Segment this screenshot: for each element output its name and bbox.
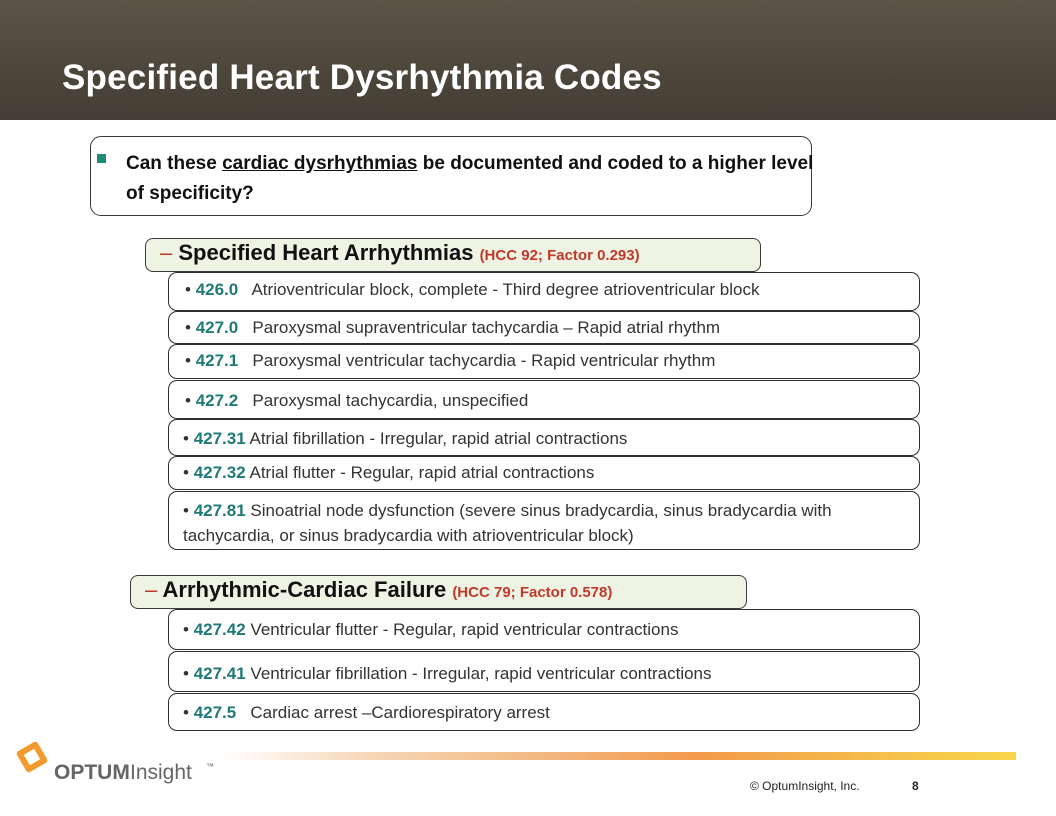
section-hcc: (HCC 92; Factor 0.293) <box>479 247 640 264</box>
code-description: Paroxysmal tachycardia, unspecified <box>252 391 529 410</box>
bullet-icon: • <box>183 429 189 448</box>
section-hcc: (HCC 79; Factor 0.578) <box>452 584 613 601</box>
question-underlined-term: cardiac dysrhythmias <box>222 153 418 174</box>
bullet-icon: • <box>185 391 191 410</box>
section-header-specified-arrhythmias <box>145 238 761 272</box>
question-text <box>126 149 816 209</box>
dash-icon: – <box>160 240 173 265</box>
copyright-text: © OptumInsight, Inc. <box>750 779 860 793</box>
logo-tm: ™ <box>206 762 214 771</box>
slide-title: Specified Heart Dysrhythmia Codes <box>62 58 662 97</box>
optuminsight-logo <box>14 737 224 789</box>
bullet-icon: • <box>183 463 189 482</box>
dash-icon: – <box>145 577 158 602</box>
title-bar <box>0 0 1056 120</box>
code-item-427-0 <box>168 311 920 344</box>
code-number: 427.41 <box>193 664 246 683</box>
optum-mark-icon <box>14 737 224 789</box>
bullet-icon: • <box>185 280 191 299</box>
code-number: 427.0 <box>195 318 239 337</box>
code-description: Ventricular fibrillation - Irregular, rapid ventricular contractions <box>250 664 712 683</box>
code-description: Cardiac arrest –Cardiorespiratory arrest <box>250 703 550 722</box>
code-number: 426.0 <box>195 280 239 299</box>
question-part-2: be documented and coded to a higher level of specificity? <box>126 153 814 204</box>
code-number: 427.81 <box>193 501 246 520</box>
code-description: Ventricular flutter - Regular, rapid ventricular contractions <box>250 620 679 639</box>
code-number: 427.2 <box>195 391 239 410</box>
code-number: 427.42 <box>193 620 246 639</box>
square-bullet-icon <box>97 154 106 163</box>
code-item-427-41 <box>168 651 920 692</box>
logo-text-light: Insight <box>130 761 192 784</box>
bullet-icon: • <box>185 318 191 337</box>
question-box <box>90 136 812 216</box>
code-description: Atrioventricular block, complete - Third degree atrioventricular block <box>251 280 760 299</box>
code-description: Sinoatrial node dysfunction (severe sinus bradycardia, sinus bradycardia with tachycardia, or sinus bradycardia with atrioventricular block) <box>183 501 832 545</box>
bullet-icon: • <box>183 501 189 520</box>
bullet-icon: • <box>185 351 191 370</box>
code-number: 427.31 <box>193 429 246 448</box>
logo-text-bold: OPTUM <box>54 761 130 784</box>
code-item-427-2 <box>168 380 920 419</box>
footer-color-stripe <box>224 752 1016 760</box>
code-item-427-32 <box>168 456 920 490</box>
section-title: Arrhythmic-Cardiac Failure <box>162 577 447 602</box>
code-item-427-81 <box>168 491 920 550</box>
code-number: 427.5 <box>193 703 237 722</box>
code-description: Paroxysmal ventricular tachycardia - Rapid ventricular rhythm <box>252 351 716 370</box>
section-title: Specified Heart Arrhythmias <box>178 240 474 265</box>
question-part-1: Can these <box>126 153 223 174</box>
bullet-icon: • <box>183 664 189 683</box>
code-item-427-42 <box>168 609 920 650</box>
section-header-arrhythmic-cardiac-failure <box>130 575 747 609</box>
bullet-icon: • <box>183 703 189 722</box>
page-number: 8 <box>912 779 919 793</box>
code-description: Atrial flutter - Regular, rapid atrial contractions <box>249 463 595 482</box>
code-item-427-5 <box>168 693 920 731</box>
bullet-icon: • <box>183 620 189 639</box>
code-number: 427.32 <box>193 463 246 482</box>
code-item-426-0 <box>168 272 920 311</box>
code-item-427-31 <box>168 419 920 456</box>
code-item-427-1 <box>168 344 920 379</box>
code-description: Paroxysmal supraventricular tachycardia – Rapid atrial rhythm <box>252 318 721 337</box>
code-description: Atrial fibrillation - Irregular, rapid atrial contractions <box>249 429 628 448</box>
code-number: 427.1 <box>195 351 239 370</box>
